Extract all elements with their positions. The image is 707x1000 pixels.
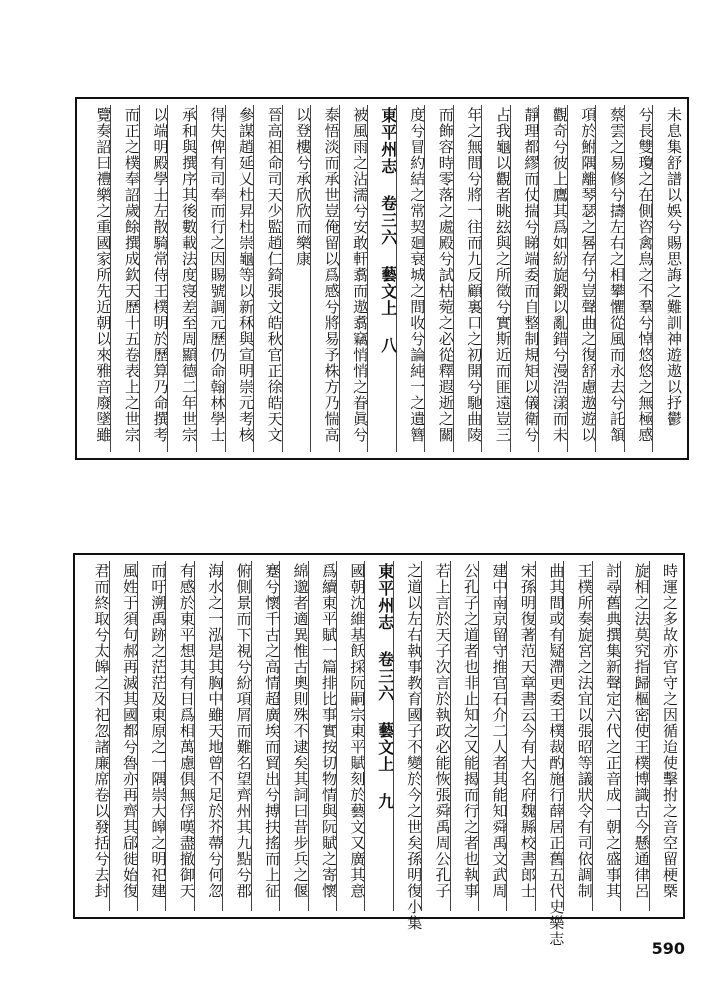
text-column: 靜理都繆而仗揣兮睇端委而自整制規矩以儀衛兮 <box>510 105 539 452</box>
text-column: 以登樓兮承欣欣而樂康 <box>282 105 311 452</box>
text-column: 建中南京留守推官石介二人者其能知舜禹文武周 <box>478 561 506 911</box>
text-column: 而吁溯禹跡之茫茫及東原之一隅崇大皞之明祀建 <box>137 561 165 911</box>
bottom-columns <box>81 561 679 947</box>
text-column: 宋孫明復著范天章書云今有大名府魏縣校書郎士 <box>506 561 534 911</box>
text-column: 而飾容時零落之處殿兮試枯菀之必從釋遐逝之關 <box>424 105 453 452</box>
text-column: 年之無間兮將一往而九反顧裏口之初開兮馳曲陵 <box>453 105 482 452</box>
text-column: 參謀趙延乂杜昇杜崇龜等以新秝與宣明崇元考核 <box>225 105 254 452</box>
text-column: 俯側景而下視兮紛項屑而難名望齊州其九點兮郡 <box>222 561 250 911</box>
text-column: 君而終取兮太皞之不祀忽諸廉席卷以發括兮去封 <box>92 563 111 899</box>
running-header: 東平州志 卷三六 藝文上 八 <box>367 105 396 452</box>
text-column: 得失俾有司奉而行之因賜號調元歷仍命翰林學士 <box>196 105 225 452</box>
text-column: 公孔子之道者也非止知之又能揭而行之者也執事 <box>450 561 478 911</box>
text-column: 旋相之法莫究指歸樞密使王樸博識古今懸通律呂 <box>620 561 648 911</box>
text-column: 綿邈者適異惟古奧則殊不逮矣其詞曰昔步兵之偃 <box>279 561 307 911</box>
text-column: 度兮冒約結之常契廻衰城之間收兮論純一之遺簪 <box>396 105 425 452</box>
page-number: 590 <box>651 939 685 958</box>
text-column: 討尋舊典撰集新聲定六代之正音成一朝之盛事其 <box>592 561 620 911</box>
text-column: 承和與撰序其後數載法度寖差至周顯德二年世宗 <box>167 105 196 452</box>
text-column: 未息集舒譜以娛兮賜思誨之難訓神遊遨以抒鬱 <box>652 105 681 452</box>
running-header: 東平州志 卷三六 藝文上 九 <box>364 561 392 911</box>
text-column: 有感於東平想其有日爲相萬慮俱無俘嘆盡撤御天 <box>165 561 193 911</box>
text-column: 之道以左右執事教育國子不變於今之世矣孫明復小集 <box>393 561 421 911</box>
text-column: 蔡雲之易修兮擣左右之相攀懼從風而永去兮託頷 <box>595 105 624 452</box>
text-column: 以端明殿學士左散騎常侍王樸明於歷算乃命撰考 <box>139 105 168 452</box>
bottom-text-panel <box>73 553 685 947</box>
text-column: 觀奇兮彼上鷹其爲如紛旋鍛以亂錯兮漫浩漾而未 <box>538 105 567 452</box>
top-columns <box>83 105 681 452</box>
text-column: 覽奏詔曰禮樂之重國家所先近朝以來雅音廢墜雖 <box>94 107 113 443</box>
text-column: 王樸所奏旋宮之法宜以張昭等議狀令有司依調制 <box>563 561 591 911</box>
text-column: 爲續東平賦一篇排比事實按切物情與阮賦之寄懷 <box>308 561 336 911</box>
text-column: 而正之樸奉詔歲餘撰成欽天歷十五卷表上之世宗 <box>110 105 139 452</box>
text-column: 海水之一泓是其胸中雖天地曾不足於芥蔕兮何忽 <box>194 561 222 911</box>
text-column: 風姓于須句郝再滅其國都兮魯亦再齊其郈徙始復 <box>109 561 137 911</box>
text-column: 被風雨之沾濡兮安敢軒翥而遨翥竊悄悄之眷眞兮 <box>339 105 368 452</box>
text-column: 時運之多故亦官守之因循迨使擊拊之音空留梗槩 <box>649 561 677 911</box>
text-column: 泰悟淡而承世豈俺留以爲感兮將易予株方乃惴高 <box>310 105 339 452</box>
text-column: 項於鮒隅離琴瑟之晷存兮豈聲曲之復舒慮遨遊以 <box>567 105 596 452</box>
text-column: 曲其間或有疑滯更委王樸裁酌施行薛居正舊五代史樂志 <box>535 561 563 911</box>
text-column: 占我龜以觀者眺玆與之所徵兮實斯近而匪遠豈三 <box>481 105 510 452</box>
top-text-panel <box>75 97 689 460</box>
text-column: 蹇兮懷千古之高情超廣埃而貿出兮搏扶搖而上征 <box>251 561 279 911</box>
text-column: 兮長雙瓊之在側咨禽鳥之不羣兮悼悠悠之無極感 <box>624 105 653 452</box>
text-column: 國朝沈維基飫採阮嗣宗東平賦刻於藝文又廣其意 <box>336 561 364 911</box>
text-column: 若上言於天子次言於執政必能恢張舜禹周公孔子 <box>421 561 449 911</box>
text-column: 晉高祖命司天少監趙仁錡張文皓秋官正徐皓天文 <box>253 105 282 452</box>
